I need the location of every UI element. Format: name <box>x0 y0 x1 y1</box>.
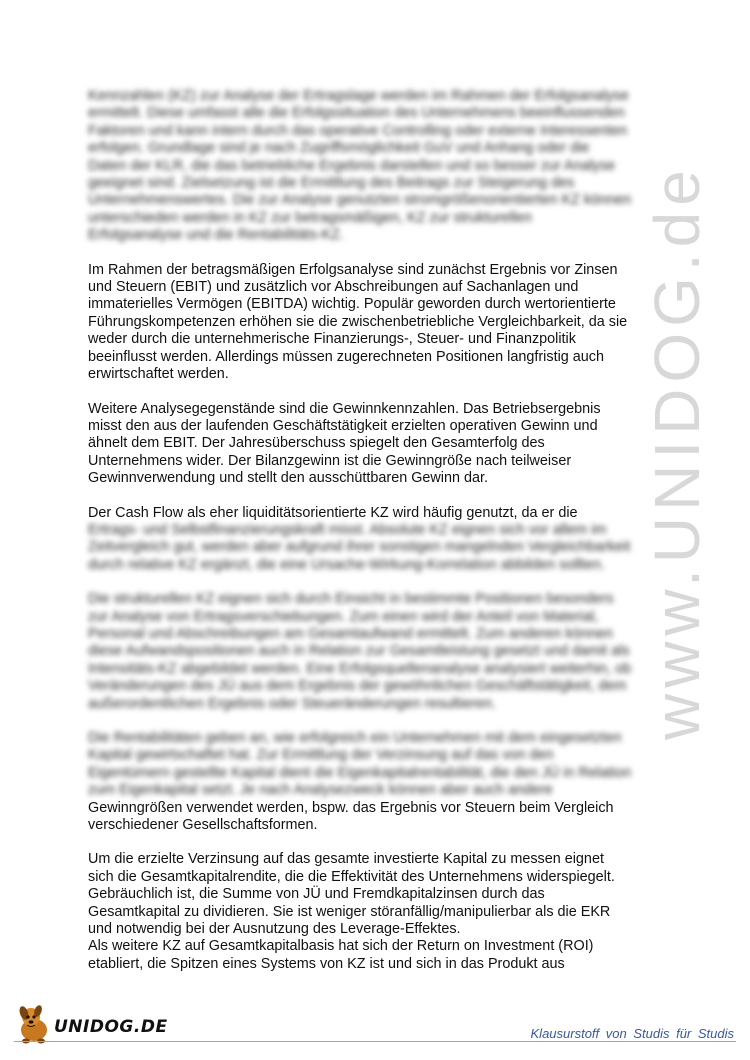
text-line: Im Rahmen der betragsmäßigen Erfolgsanalyse sind zunächst Ergebnis vor Zinsen <box>88 261 618 278</box>
blurred-text-line: Intensitäts-KZ abgebildet werden. Eine Erfolgsquellenanalyse analysiert weiterhin, ob <box>88 660 632 677</box>
text-line: Gewinnverwendung und stellt den ausschüttbaren Gewinn dar. <box>88 470 488 487</box>
text-line: verschiedener Gesellschaftsformen. <box>88 817 318 834</box>
paragraph <box>88 505 670 575</box>
blurred-text-line: Zeitvergleich gut, werden aber aufgrund ihrer sonstigen mangelnden Vergleichbarkeit <box>88 539 631 556</box>
blurred-text-line: geeignet sind. Zielsetzung ist die Ermittlung des Beitrags zur Steigerung des <box>88 175 575 192</box>
blurred-text-line: Kapital gewirtschaftet hat. Zur Ermittlung der Verzinsung auf das von den <box>88 747 554 764</box>
blurred-text-line: Personal und Abschreibungen am Gesamtaufwand ermittelt. Zum anderen können <box>88 625 613 642</box>
paragraph <box>88 262 670 384</box>
watermark: www.UNIDOG.de <box>641 164 713 740</box>
blurred-text-line: unterschieden werden in KZ zur betragsmäßigen, KZ zur strukturellen <box>88 209 532 226</box>
text-line: und notwendig bei der Ausnutzung des Leverage-Effektes. <box>88 921 461 938</box>
text-line: Um die erzielte Verzinsung auf das gesamte investierte Kapital zu messen eignet <box>88 851 604 868</box>
text-line: Als weitere KZ auf Gesamtkapitalbasis hat sich der Return on Investment (ROI) <box>88 938 594 955</box>
blurred-text-line: zur Analyse von Ertragsverschiebungen. Zum einen wird der Anteil von Material, <box>88 608 599 625</box>
paragraph <box>88 591 670 713</box>
text-line: sich die Gesamtkapitalrendite, die die Effektivität des Unternehmens widerspiegelt. <box>88 868 615 885</box>
blurred-text-line: zum Eigenkapital setzt. Je nach Analysezweck können aber auch andere <box>88 782 553 799</box>
text-line: weder durch die unternehmerische Finanzierungs-, Steuer- und Finanzpolitik <box>88 331 576 348</box>
blurred-text-line: Ertrags- und Selbstfinanzierungskraft misst. Absolute KZ eignen sich vor allem im <box>88 521 607 538</box>
text-line: immaterielles Vermögen (EBITDA) wichtig. Populär geworden durch wertorientierte <box>88 296 616 313</box>
paragraph <box>88 88 670 245</box>
blurred-text-line: außerordentlichen Ergebnis oder Steueränderungen resultieren. <box>88 695 496 712</box>
blurred-text-line: erfolgen. Grundlage sind je nach Zugriffsmöglichkeit GuV und Anhang oder die <box>88 140 590 157</box>
blurred-text-line: ermittelt. Diese umfasst alle die Erfolgssituation des Unternehmens beeinflussenden <box>88 105 625 122</box>
text-line: Gewinngrößen verwendet werden, bspw. das Ergebnis vor Steuern beim Vergleich <box>88 799 614 816</box>
blurred-text-line: Unternehmenswertes. Die zur Analyse genutzten stromgrößenorientierten KZ können <box>88 192 632 209</box>
blurred-text-line: Daten der KLR, die das betriebliche Ergebnis darstellen und so besser zur Analyse <box>88 157 616 174</box>
text-line: Unternehmens wider. Der Bilanzgewinn ist die Gewinngröße nach teilweiser <box>88 452 572 469</box>
footer-divider <box>14 1041 736 1042</box>
text-line: Gesamtkapital zu dividieren. Sie ist weniger störanfällig/manipulierbar als die EKR <box>88 903 611 920</box>
dog-mascot-icon <box>14 1000 54 1046</box>
blurred-text-line: Faktoren und kann intern durch das operative Controlling oder externe Interessenten <box>88 122 628 139</box>
paragraph <box>88 851 670 973</box>
text-line: Weitere Analysegegenstände sind die Gewinnkennzahlen. Das Betriebsergebnis <box>88 400 601 417</box>
blurred-text-line: Die Rentabilitäten geben an, wie erfolgreich ein Unternehmen mit dem eingesetzten <box>88 730 622 746</box>
text-line: etabliert, die Spitzen eines Systems von KZ ist und sich in das Produkt aus <box>88 955 565 972</box>
text-line: Der Cash Flow als eher liquiditätsorientierte KZ wird häufig genutzt, da er die <box>88 504 578 521</box>
blurred-text-line: Veränderungen des JÜ aus dem Ergebnis der gewöhnlichen Geschäftstätigkeit, dem <box>88 678 627 695</box>
paragraph <box>88 401 670 488</box>
blurred-text-line: diese Aufwandspositionen auch in Relation zur Gesamtleistung gesetzt und damit als <box>88 643 630 660</box>
footer-logo <box>14 1000 168 1050</box>
footer-tagline: Klausurstoff von Studis für Studis <box>530 1026 734 1041</box>
logo-text: UNIDOG.DE <box>54 1017 168 1037</box>
paragraph <box>88 730 670 834</box>
blurred-text-line: Erfolgsanalyse und die Rentabilitäts-KZ. <box>88 227 344 244</box>
blurred-text-line: durch relative KZ ergänzt, die eine Ursache-Wirkung-Korrelation abbilden sollten. <box>88 556 605 573</box>
text-line: ähnelt dem EBIT. Der Jahresüberschuss spiegelt den Gesamterfolg des <box>88 435 545 452</box>
text-line: und Steuern (EBIT) und zusätzlich vor Abschreibungen auf Sachanlagen und <box>88 279 579 296</box>
blurred-text-line: Eigentümern gestellte Kapital dient die Eigenkapitalrentabilität, die den JÜ in Relation <box>88 764 632 781</box>
document-body <box>88 88 670 990</box>
blurred-text-line: Die strukturellen KZ eignen sich durch Einsicht in bestimmte Positionen besonders <box>88 591 614 608</box>
blurred-text-line: Kennzahlen (KZ) zur Analyse der Ertragslage werden im Rahmen der Erfolgsanalyse <box>88 88 629 104</box>
text-line: Gebräuchlich ist, die Summe von JÜ und Fremdkapitalzinsen durch das <box>88 886 545 903</box>
text-line: beeinflusst werden. Allerdings müssen zugerechneten Positionen langfristig auch <box>88 348 604 365</box>
text-line: erwirtschaftet werden. <box>88 366 229 383</box>
text-line: Führungskompetenzen erhöhen sie die zwischenbetriebliche Vergleichbarkeit, da sie <box>88 313 628 330</box>
text-line: misst den aus der laufenden Geschäftstätigkeit erzielten operativen Gewinn und <box>88 417 598 434</box>
